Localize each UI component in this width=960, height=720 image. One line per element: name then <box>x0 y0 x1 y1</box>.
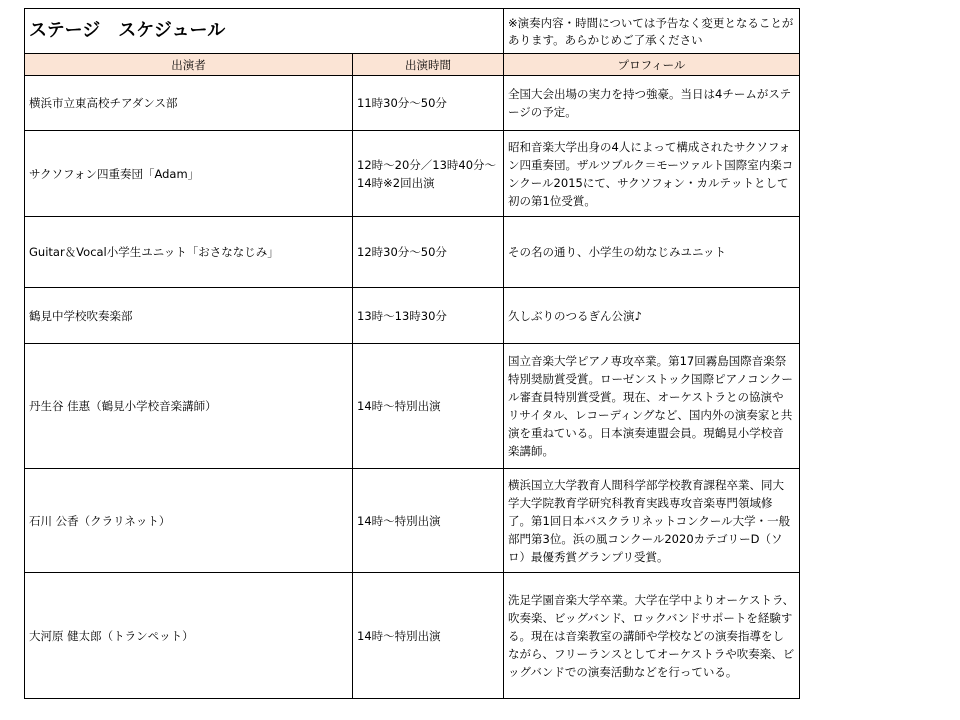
page-title: ステージ スケジュール <box>25 9 504 54</box>
header-time: 出演時間 <box>353 54 504 76</box>
profile-cell: 久しぶりのつるぎん公演♪ <box>504 288 800 344</box>
title-row <box>25 9 800 54</box>
performer-cell: 丹生谷 佳惠（鶴見小学校音楽講師） <box>25 344 353 469</box>
performer-cell: 大河原 健太郎（トランペット） <box>25 573 353 699</box>
profile-cell: 昭和音楽大学出身の4人によって構成されたサクソフォン四重奏団。ザルツブルク＝モーツァルト国際室内楽コンクール2015にて、サクソフォン・カルテットとして初の第1位受賞。 <box>504 131 800 217</box>
header-row <box>25 54 800 76</box>
time-cell: 13時～13時30分 <box>353 288 504 344</box>
table-row <box>25 288 800 344</box>
table-row <box>25 76 800 131</box>
performer-cell: 石川 公香（クラリネット） <box>25 469 353 573</box>
profile-cell: 国立音楽大学ピアノ専攻卒業。第17回霧島国際音楽祭特別奨励賞受賞。ローゼンストック国際ピアノコンクール審査員特別賞受賞。現在、オーケストラとの協演やリサイタル、レコーディングなど、国内外の演奏家と共演を重ねている。日本演奏連盟会員。現鶴見小学校音楽講師。 <box>504 344 800 469</box>
profile-cell: その名の通り、小学生の幼なじみユニット <box>504 217 800 288</box>
time-cell: 14時～特別出演 <box>353 573 504 699</box>
performer-cell: 鶴見中学校吹奏楽部 <box>25 288 353 344</box>
time-cell: 14時～特別出演 <box>353 344 504 469</box>
stage-schedule-table <box>24 8 800 699</box>
time-cell: 14時～特別出演 <box>353 469 504 573</box>
table-row <box>25 344 800 469</box>
profile-cell: 全国大会出場の実力を持つ強豪。当日は4チームがステージの予定。 <box>504 76 800 131</box>
table-row <box>25 131 800 217</box>
table-row <box>25 573 800 699</box>
time-cell: 12時～20分／13時40分～14時※2回出演 <box>353 131 504 217</box>
performer-cell: Guitar＆Vocal小学生ユニット「おさななじみ」 <box>25 217 353 288</box>
header-profile: プロフィール <box>504 54 800 76</box>
profile-cell: 横浜国立大学教育人間科学部学校教育課程卒業、同大学大学院教育学研究科教育実践専攻音楽専門領域修了。第1回日本バスクラリネットコンクール大学・一般部門第3位。浜の風コンクール2020カテゴリーD（ソロ）最優秀賞グランプリ受賞。 <box>504 469 800 573</box>
profile-cell: 洗足学園音楽大学卒業。大学在学中よりオーケストラ、吹奏楽、ビッグバンド、ロックバンドサポートを経験する。現在は音楽教室の講師や学校などの演奏指導をしながら、フリーランスとしてオーケストラや吹奏楽、ビッグバンドでの演奏活動などを行っている。 <box>504 573 800 699</box>
performer-cell: サクソフォン四重奏団「Adam」 <box>25 131 353 217</box>
time-cell: 12時30分～50分 <box>353 217 504 288</box>
table-row <box>25 469 800 573</box>
table-row <box>25 217 800 288</box>
performer-cell: 横浜市立東高校チアダンス部 <box>25 76 353 131</box>
time-cell: 11時30分～50分 <box>353 76 504 131</box>
header-performer: 出演者 <box>25 54 353 76</box>
schedule-note: ※演奏内容・時間については予告なく変更となることがあります。あらかじめご了承ください <box>504 9 800 54</box>
